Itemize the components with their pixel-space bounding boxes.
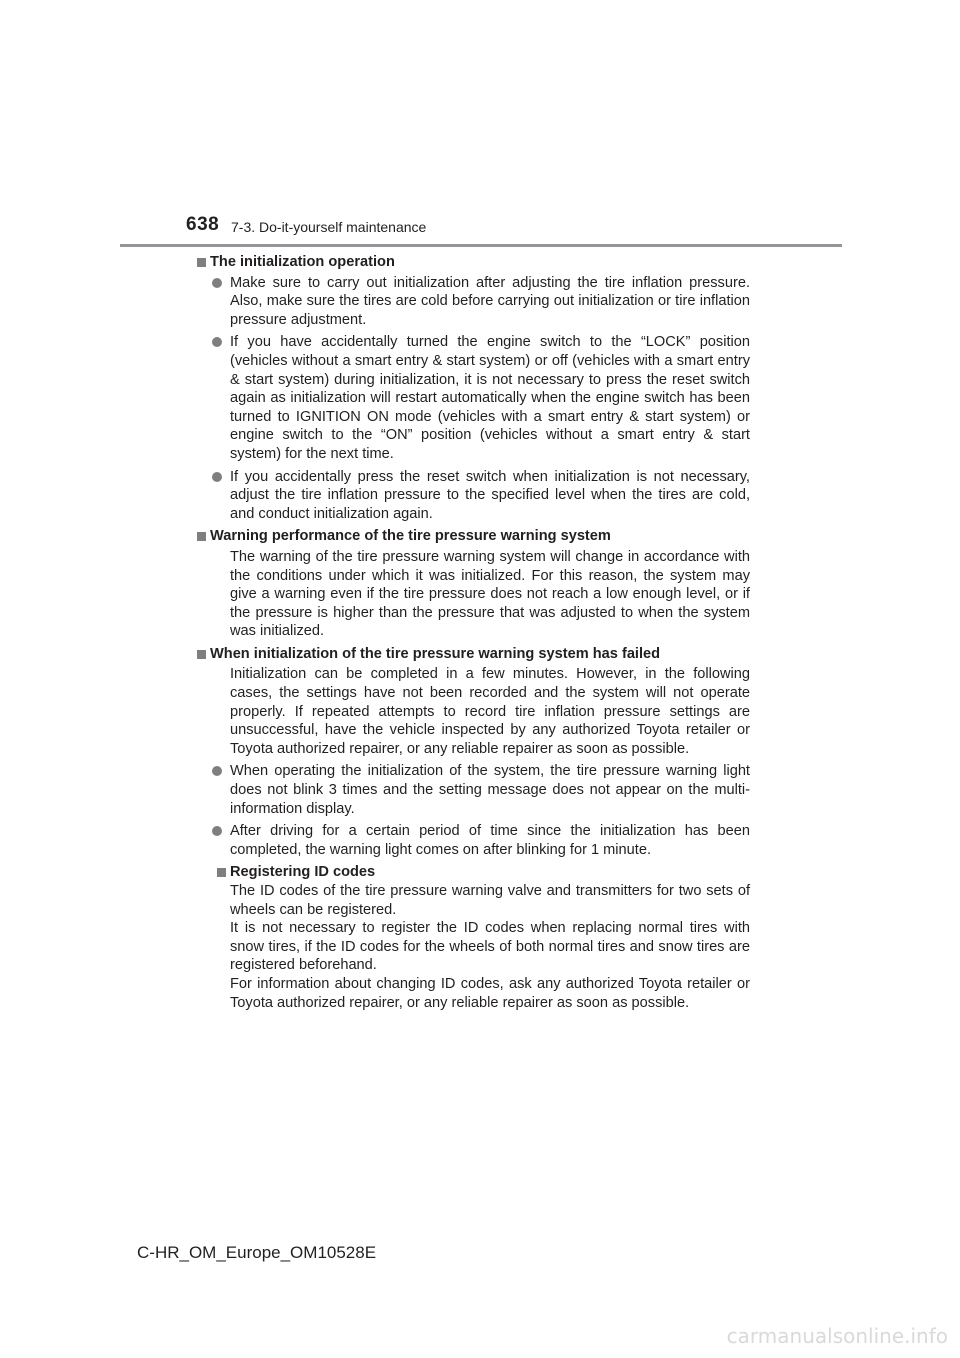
section-initialization-failed — [210, 645, 750, 860]
section-heading — [210, 645, 750, 664]
list-item-text: If you have accidentally turned the engine switch to the “LOCK” position (vehicles without a smart entry & start system) or off (vehicles with a smart entry & start system) during initialization, it is not necessary to press the reset switch again as initialization will restart automatically when the engine switch has been turned to IGNITION ON mode (vehicles with a smart entry & start system) or engine switch to the “ON” position (vehicles without a smart entry & start system) for the next time. — [230, 334, 750, 462]
bullet-list — [210, 274, 750, 524]
circle-bullet-icon — [212, 766, 222, 776]
list-item-text: If you accidentally press the reset switch when initialization is not necessary, adjust the tire inflation pressure to the specified level when the tires are cold, and conduct initialization again. — [230, 468, 750, 522]
section-heading-text: The initialization operation — [210, 254, 395, 270]
list-item-text: Make sure to carry out initialization after adjusting the tire inflation pressure. Also, make sure the tires are cold before carrying out initialization or tire inflation pressure adjustment. — [230, 274, 750, 328]
list-item — [230, 468, 750, 524]
section-warning-performance — [210, 527, 750, 641]
section-body: The warning of the tire pressure warning system will change in accordance with the conditions under which it was initialized. For this reason, the system may give a warning even if the tire pressure does not reach a low enough level, or if the pressure is higher than the pressure that was adjusted to when the system was initialized. — [230, 548, 750, 640]
list-item — [230, 822, 750, 859]
document-footer-id: C-HR_OM_Europe_OM10528E — [137, 1243, 377, 1262]
square-bullet-icon — [197, 258, 206, 267]
bullet-list — [210, 762, 750, 859]
circle-bullet-icon — [212, 826, 222, 836]
watermark: carmanualsonline.info — [726, 1324, 948, 1348]
list-item-text: When operating the initialization of the system, the tire pressure warning light does not blink 3 times and the setting message does not appear on the multi-information display. — [230, 763, 750, 817]
section-registering-id-codes — [210, 863, 750, 1012]
section-heading — [210, 253, 750, 272]
section-body: Initialization can be completed in a few minutes. However, in the following cases, the settings have not been recorded and the system will not operate properly. If repeated attempts to record tire inflation pressure settings are unsuccessful, have the vehicle inspected by any authorized Toyota retailer or Toyota authorized repairer, or any reliable repairer as soon as possible. — [230, 666, 750, 757]
circle-bullet-icon — [212, 278, 222, 288]
circle-bullet-icon — [212, 337, 222, 347]
list-item — [230, 333, 750, 463]
section-paragraph: For information about changing ID codes, ask any authorized Toyota retailer or Toyota authorized repairer, or any reliable repairer as soon as possible. — [230, 975, 750, 1011]
section-heading — [210, 527, 750, 546]
header-rule — [120, 244, 842, 247]
section-heading — [230, 863, 750, 882]
section-paragraph: It is not necessary to register the ID codes when replacing normal tires with snow tires, if the ID codes for the wheels of both normal tires and snow tires are registered beforehand. — [230, 920, 750, 974]
list-item — [230, 762, 750, 818]
list-item-text: After driving for a certain period of time since the initialization has been completed, the warning light comes on after blinking for 1 minute. — [230, 823, 750, 858]
section-heading-text: Registering ID codes — [230, 864, 376, 881]
circle-bullet-icon — [212, 472, 222, 482]
page-content — [210, 253, 750, 1012]
section-heading-text: When initialization of the tire pressure warning system has failed — [210, 645, 661, 662]
section-heading-text: Warning performance of the tire pressure warning system — [210, 528, 611, 545]
square-bullet-icon — [217, 868, 226, 877]
section-title: 7-3. Do-it-yourself maintenance — [231, 219, 427, 235]
list-item — [230, 274, 750, 330]
square-bullet-icon — [197, 532, 206, 541]
section-paragraph: The ID codes of the tire pressure warning valve and transmitters for two sets of wheels can be registered. — [230, 883, 750, 918]
square-bullet-icon — [197, 650, 206, 659]
section-initialization-operation — [210, 253, 750, 523]
page-header — [186, 214, 846, 246]
page-number: 638 — [186, 214, 220, 235]
